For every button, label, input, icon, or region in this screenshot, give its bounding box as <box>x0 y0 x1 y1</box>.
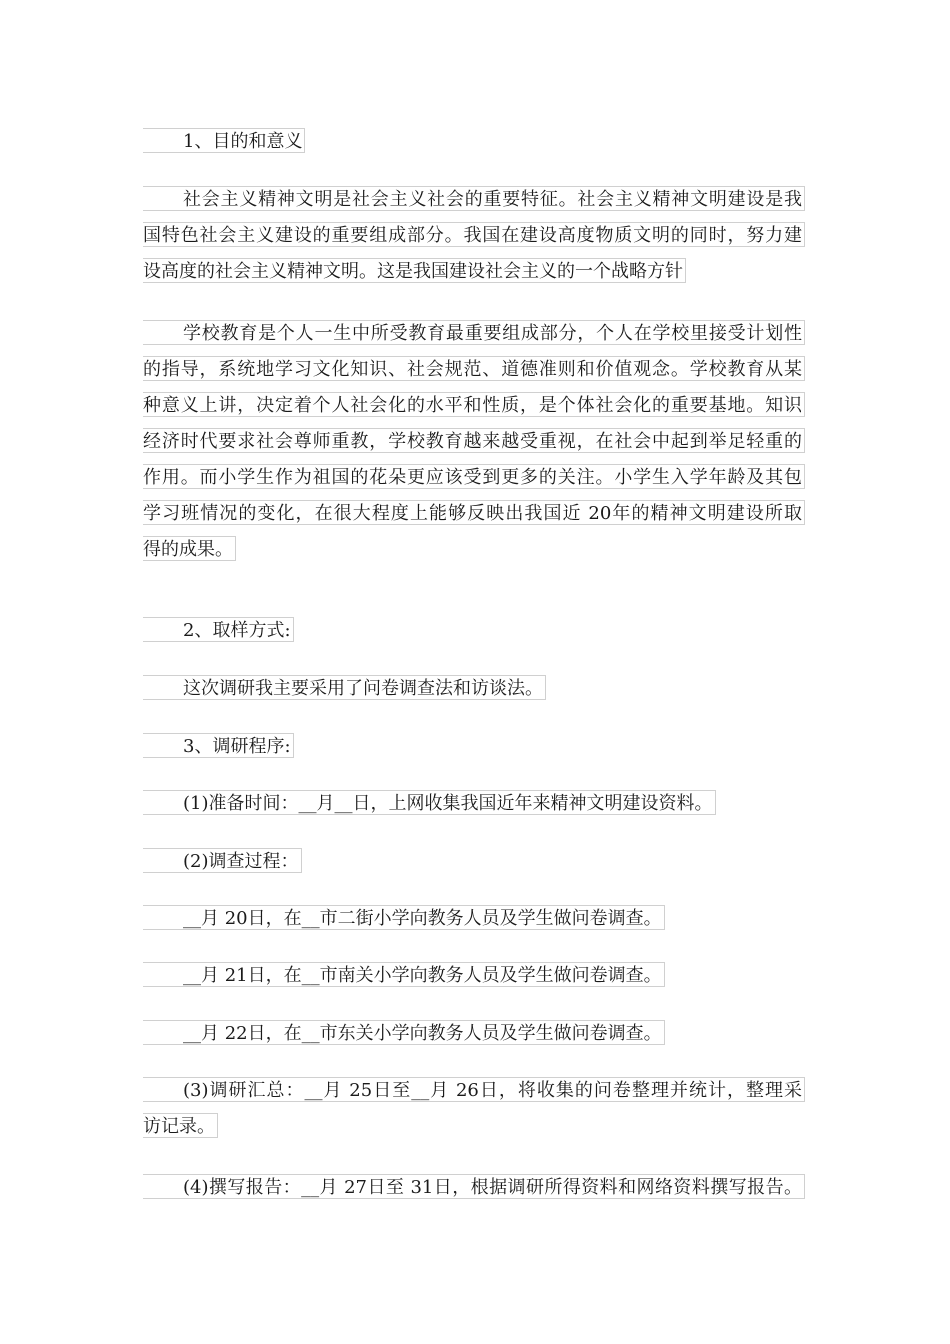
paragraph-line: 种意义上讲，决定着个人社会化的水平和性质，是个体社会化的重要基地。知识 <box>143 392 805 417</box>
heading-text: 2、取样方式: <box>143 617 294 642</box>
paragraph-line: 学习班情况的变化，在很大程度上能够反映出我国近 20年的精神文明建设所取 <box>143 500 805 525</box>
section-heading-procedure <box>143 733 805 769</box>
heading-text: 3、调研程序: <box>143 733 294 758</box>
paragraph-line: 得的成果。 <box>143 536 236 561</box>
section-heading-sampling <box>143 617 805 653</box>
paragraph-methods <box>143 675 805 711</box>
procedure-step-survey <box>143 848 805 884</box>
procedure-step-report <box>143 1174 805 1210</box>
paragraph-line: 访记录。 <box>143 1113 218 1138</box>
paragraph-line: __月 21日，在__市南关小学向教务人员及学生做问卷调查。 <box>143 962 665 987</box>
paragraph-line: (3)调研汇总：__月 25日至__月 26日，将收集的问卷整理并统计，整理采 <box>143 1077 805 1102</box>
survey-entry <box>143 905 805 941</box>
paragraph-school-education <box>143 320 805 572</box>
paragraph-line: 这次调研我主要采用了问卷调查法和访谈法。 <box>143 675 546 700</box>
procedure-step-summary <box>143 1077 805 1149</box>
paragraph-line: __月 20日，在__市二街小学向教务人员及学生做问卷调查。 <box>143 905 665 930</box>
section-heading-purpose <box>143 128 805 164</box>
paragraph-line: 的指导，系统地学习文化知识、社会规范、道德准则和价值观念。学校教育从某 <box>143 356 805 381</box>
paragraph-line: 经济时代要求社会尊师重教，学校教育越来越受重视，在社会中起到举足轻重的 <box>143 428 805 453</box>
paragraph-spiritual-civilization <box>143 186 805 294</box>
paragraph-line: 作用。而小学生作为祖国的花朵更应该受到更多的关注。小学生入学年龄及其包 <box>143 464 805 489</box>
survey-entry <box>143 962 805 998</box>
paragraph-line: __月 22日，在__市东关小学向教务人员及学生做问卷调查。 <box>143 1020 665 1045</box>
procedure-step-preparation <box>143 790 805 826</box>
paragraph-line: 社会主义精神文明是社会主义社会的重要特征。社会主义精神文明建设是我 <box>143 186 805 211</box>
paragraph-line: (1)准备时间：__月__日，上网收集我国近年来精神文明建设资料。 <box>143 790 716 815</box>
survey-entry <box>143 1020 805 1056</box>
paragraph-line: 学校教育是个人一生中所受教育最重要组成部分，个人在学校里接受计划性 <box>143 320 805 345</box>
heading-text: 1、目的和意义 <box>143 128 305 153</box>
paragraph-line: (2)调查过程： <box>143 848 302 873</box>
paragraph-line: (4)撰写报告：__月 27日至 31日，根据调研所得资料和网络资料撰写报告。 <box>143 1174 805 1199</box>
paragraph-line: 国特色社会主义建设的重要组成部分。我国在建设高度物质文明的同时，努力建 <box>143 222 805 247</box>
paragraph-line: 设高度的社会主义精神文明。这是我国建设社会主义的一个战略方针 <box>143 258 686 283</box>
